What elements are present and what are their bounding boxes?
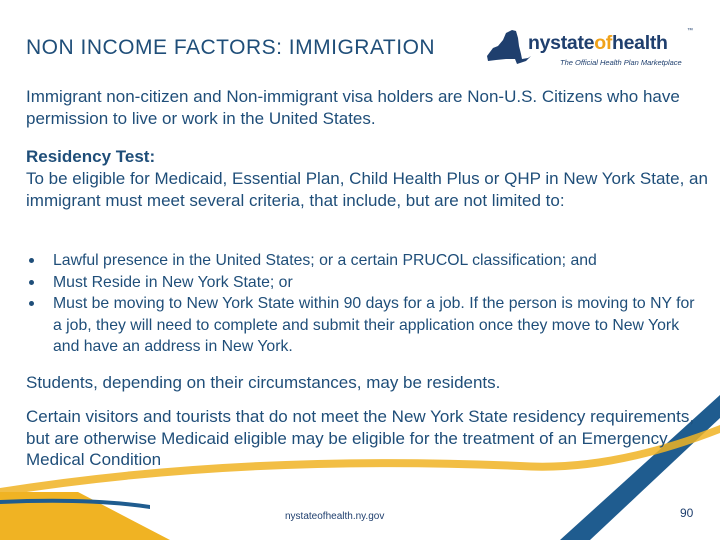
logo-trademark: ™ (687, 28, 693, 34)
residency-heading: Residency Test: (26, 147, 156, 166)
residency-paragraph: To be eligible for Medicaid, Essential Plan, Child Health Plus or QHP in New York State, an immigrant must meet several criteria, that include, but are not limited to: (26, 169, 708, 210)
criteria-list (26, 250, 696, 358)
footer-url: nystateofhealth.ny.gov (285, 511, 385, 522)
intro-paragraph: Immigrant non-citizen and Non-immigrant visa holders are Non-U.S. Citizens who have permission to live or work in the United States. (26, 87, 680, 128)
list-item: Must be moving to New York State within 90 days for a job. If the person is moving to NY for a job, they will need to complete and submit their application once they move to New York and have an address in New York. (26, 293, 696, 358)
logo-word-main: nystate (528, 32, 595, 54)
students-paragraph: Students, depending on their circumstances, may be residents. (26, 373, 501, 392)
logo-word-end: health (612, 32, 668, 54)
list-item: Lawful presence in the United States; or a certain PRUCOL classification; and (26, 250, 696, 272)
visitors-paragraph: Certain visitors and tourists that do not meet the New York State residency requirements, but are otherwise Medicaid eligible may be eligible for the treatment of an Emergency Medical Condition (26, 407, 695, 469)
logo-word-accent: of (594, 32, 612, 54)
slide-title: NON INCOME FACTORS: IMMIGRATION (26, 36, 436, 59)
nystateofhealth-logo (484, 22, 704, 72)
list-item: Must Reside in New York State; or (26, 272, 696, 294)
logo-wordmark (528, 32, 668, 55)
logo-tagline: The Official Health Plan Marketplace (560, 58, 682, 67)
page-number: 90 (680, 506, 694, 520)
new-york-state-map-icon (484, 28, 532, 68)
